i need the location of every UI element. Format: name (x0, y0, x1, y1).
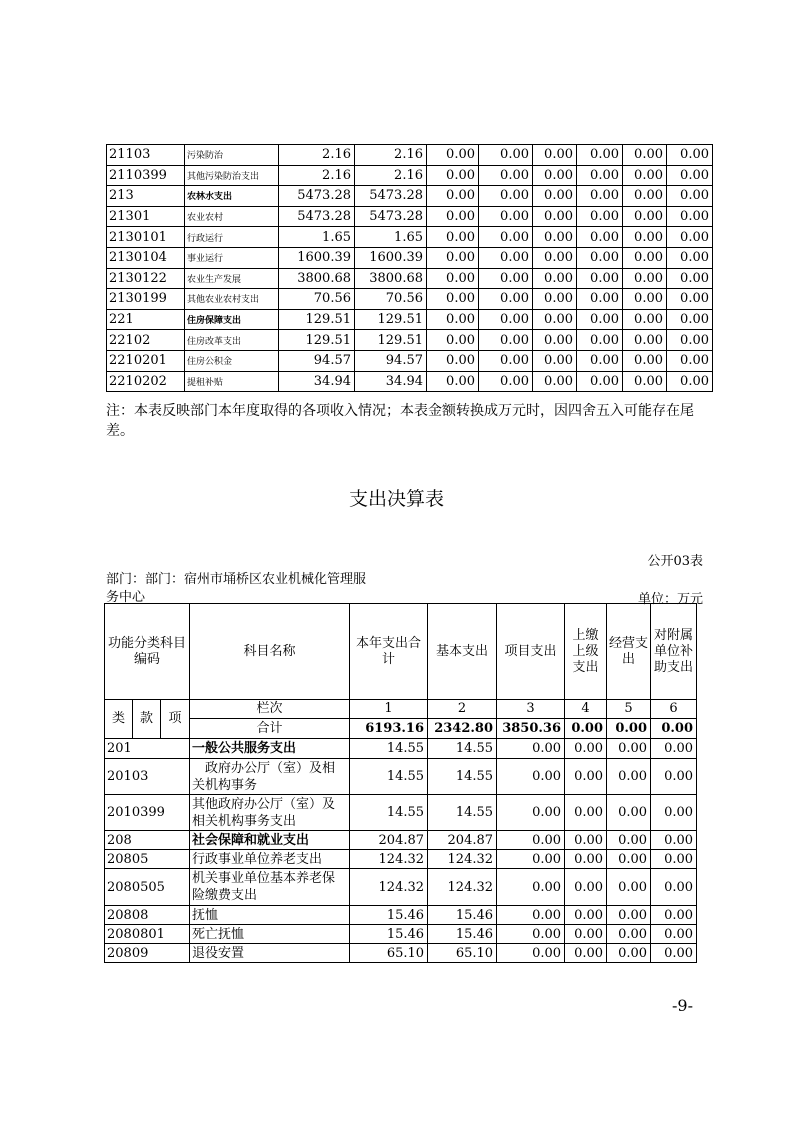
row-value: 0.00 (667, 309, 713, 330)
row-value: 0.00 (497, 850, 565, 869)
table-row (105, 944, 697, 963)
row-value: 0.00 (533, 206, 577, 227)
row-value: 0.00 (667, 227, 713, 248)
col-num: 1 (350, 700, 428, 719)
col-num: 4 (565, 700, 607, 719)
row-value: 124.32 (350, 850, 428, 869)
row-value: 0.00 (533, 330, 577, 351)
row-value: 14.55 (428, 759, 497, 795)
table-row (105, 925, 697, 944)
row-code: 213 (107, 186, 185, 207)
row-value: 1.65 (279, 227, 355, 248)
table-row (107, 206, 713, 227)
row-value: 0.00 (623, 247, 667, 268)
row-value: 0.00 (651, 759, 697, 795)
row-value: 14.55 (428, 795, 497, 831)
row-value: 0.00 (667, 145, 713, 166)
row-code: 2080801 (105, 925, 190, 944)
table-row (107, 371, 713, 392)
row-value: 0.00 (427, 165, 479, 186)
header-subject-name: 科目名称 (190, 604, 350, 700)
row-value: 0.00 (427, 289, 479, 310)
row-value: 0.00 (651, 925, 697, 944)
row-name: 死亡抚恤 (190, 925, 350, 944)
row-name: 行政事业单位养老支出 (190, 850, 350, 869)
department-label: 部门：部门：宿州市埇桥区农业机械化管理服务中心 (106, 572, 367, 605)
row-value: 0.00 (577, 145, 623, 166)
row-name: 住房公积金 (185, 350, 279, 371)
row-value: 0.00 (577, 186, 623, 207)
row-code: 20808 (105, 906, 190, 925)
row-value: 15.46 (428, 906, 497, 925)
row-value: 0.00 (497, 944, 565, 963)
total-value: 0.00 (565, 719, 607, 739)
row-name: 农林水支出 (185, 186, 279, 207)
row-value: 0.00 (565, 925, 607, 944)
row-value: 0.00 (607, 869, 651, 906)
row-name: 政府办公厅（室）及相关机构事务 (190, 759, 350, 795)
row-value: 0.00 (479, 371, 533, 392)
row-code: 2130122 (107, 268, 185, 289)
row-value: 3800.68 (279, 268, 355, 289)
row-code: 2210202 (107, 371, 185, 392)
row-value: 0.00 (667, 186, 713, 207)
row-code: 20809 (105, 944, 190, 963)
row-value: 0.00 (533, 186, 577, 207)
header-code-group: 功能分类科目编码 (105, 604, 190, 700)
row-code: 20103 (105, 759, 190, 795)
table-row (107, 165, 713, 186)
total-label: 合计 (190, 719, 350, 739)
table-row (107, 145, 713, 166)
header-col-project: 项目支出 (497, 604, 565, 700)
row-value: 1600.39 (279, 247, 355, 268)
row-value: 0.00 (479, 350, 533, 371)
row-value: 0.00 (623, 350, 667, 371)
row-value: 0.00 (667, 350, 713, 371)
total-value: 3850.36 (497, 719, 565, 739)
row-value: 0.00 (565, 795, 607, 831)
row-value: 0.00 (577, 247, 623, 268)
row-value: 0.00 (479, 330, 533, 351)
table-row (105, 906, 697, 925)
row-value: 0.00 (479, 289, 533, 310)
row-code: 2210201 (107, 350, 185, 371)
table-row (105, 759, 697, 795)
row-value: 0.00 (577, 330, 623, 351)
row-value: 0.00 (577, 268, 623, 289)
row-value: 5473.28 (355, 206, 427, 227)
row-value: 0.00 (533, 350, 577, 371)
row-value: 129.51 (355, 330, 427, 351)
row-value: 0.00 (651, 795, 697, 831)
table-row (107, 350, 713, 371)
row-value: 0.00 (577, 206, 623, 227)
row-value: 0.00 (623, 165, 667, 186)
row-value: 0.00 (623, 309, 667, 330)
row-value: 2.16 (355, 165, 427, 186)
row-value: 124.32 (350, 869, 428, 906)
row-value: 0.00 (497, 795, 565, 831)
row-code: 201 (105, 739, 190, 759)
row-value: 0.00 (427, 247, 479, 268)
row-value: 0.00 (577, 289, 623, 310)
table-row (105, 850, 697, 869)
row-value: 0.00 (607, 795, 651, 831)
row-value: 124.32 (428, 850, 497, 869)
row-value: 34.94 (279, 371, 355, 392)
row-value: 0.00 (427, 268, 479, 289)
unit-label: 单位：万元 (637, 592, 703, 607)
table-row (107, 268, 713, 289)
row-name: 农业农村 (185, 206, 279, 227)
row-value: 0.00 (497, 869, 565, 906)
row-value: 14.55 (350, 739, 428, 759)
row-value: 0.00 (577, 350, 623, 371)
row-value: 0.00 (651, 739, 697, 759)
row-name: 其他农业农村支出 (185, 289, 279, 310)
page-title: 支出决算表 (348, 488, 444, 510)
total-value: 6193.16 (350, 719, 428, 739)
row-value: 0.00 (427, 371, 479, 392)
col-num: 3 (497, 700, 565, 719)
table-row (107, 186, 713, 207)
row-value: 2.16 (279, 145, 355, 166)
total-value: 0.00 (651, 719, 697, 739)
row-name: 住房改革支出 (185, 330, 279, 351)
table-row (105, 795, 697, 831)
row-name: 住房保障支出 (185, 309, 279, 330)
row-value: 0.00 (427, 350, 479, 371)
row-value: 204.87 (350, 831, 428, 850)
row-value: 0.00 (651, 850, 697, 869)
row-value: 14.55 (428, 739, 497, 759)
row-value: 5473.28 (279, 206, 355, 227)
page-number: -9- (672, 996, 693, 1015)
row-value: 0.00 (497, 739, 565, 759)
row-value: 0.00 (651, 906, 697, 925)
row-name: 机关事业单位基本养老保险缴费支出 (190, 869, 350, 906)
row-value: 94.57 (279, 350, 355, 371)
row-value: 0.00 (533, 145, 577, 166)
row-value: 0.00 (497, 906, 565, 925)
row-value: 0.00 (479, 227, 533, 248)
row-value: 34.94 (355, 371, 427, 392)
row-name: 一般公共服务支出 (190, 739, 350, 759)
table-row (107, 309, 713, 330)
row-value: 70.56 (279, 289, 355, 310)
row-value: 0.00 (565, 759, 607, 795)
row-code: 2080505 (105, 869, 190, 906)
row-value: 0.00 (533, 227, 577, 248)
row-value: 0.00 (427, 309, 479, 330)
row-value: 0.00 (427, 145, 479, 166)
income-table-continued (106, 144, 713, 392)
table-row (107, 330, 713, 351)
row-value: 65.10 (350, 944, 428, 963)
row-value: 0.00 (533, 371, 577, 392)
row-value: 0.00 (479, 165, 533, 186)
row-value: 0.00 (651, 831, 697, 850)
row-value: 5473.28 (355, 186, 427, 207)
row-value: 0.00 (497, 925, 565, 944)
row-name: 退役安置 (190, 944, 350, 963)
row-value: 0.00 (427, 186, 479, 207)
row-value: 0.00 (607, 759, 651, 795)
col-num: 5 (607, 700, 651, 719)
row-name: 事业运行 (185, 247, 279, 268)
row-name: 抚恤 (190, 906, 350, 925)
row-value: 0.00 (565, 906, 607, 925)
row-value: 0.00 (667, 165, 713, 186)
row-value: 0.00 (497, 759, 565, 795)
row-value: 15.46 (350, 925, 428, 944)
row-value: 0.00 (577, 309, 623, 330)
row-value: 0.00 (427, 206, 479, 227)
header-col-basic: 基本支出 (428, 604, 497, 700)
row-value: 0.00 (479, 309, 533, 330)
row-value: 0.00 (623, 289, 667, 310)
row-code: 21301 (107, 206, 185, 227)
total-value: 0.00 (607, 719, 651, 739)
row-value: 0.00 (667, 268, 713, 289)
header-kuan: 款 (133, 700, 161, 739)
row-value: 0.00 (479, 206, 533, 227)
row-value: 204.87 (428, 831, 497, 850)
total-value: 2342.80 (428, 719, 497, 739)
row-value: 0.00 (533, 247, 577, 268)
row-value: 5473.28 (279, 186, 355, 207)
row-code: 208 (105, 831, 190, 850)
header-xiang: 项 (161, 700, 190, 739)
row-value: 0.00 (427, 227, 479, 248)
row-value: 0.00 (667, 206, 713, 227)
row-value: 14.55 (350, 795, 428, 831)
row-value: 0.00 (577, 227, 623, 248)
row-value: 0.00 (623, 145, 667, 166)
row-value: 0.00 (565, 739, 607, 759)
row-value: 124.32 (428, 869, 497, 906)
row-value: 0.00 (533, 309, 577, 330)
table-row (105, 831, 697, 850)
row-code: 2010399 (105, 795, 190, 831)
row-value: 0.00 (623, 186, 667, 207)
row-value: 0.00 (533, 165, 577, 186)
row-value: 0.00 (607, 944, 651, 963)
row-value: 0.00 (623, 330, 667, 351)
row-value: 0.00 (565, 850, 607, 869)
row-value: 0.00 (607, 906, 651, 925)
row-value: 0.00 (479, 247, 533, 268)
row-value: 0.00 (533, 289, 577, 310)
row-value: 0.00 (667, 289, 713, 310)
row-value: 0.00 (565, 869, 607, 906)
row-value: 0.00 (533, 268, 577, 289)
table-row (105, 869, 697, 906)
row-value: 0.00 (565, 831, 607, 850)
row-value: 0.00 (479, 145, 533, 166)
row-value: 0.00 (577, 165, 623, 186)
row-value: 0.00 (607, 739, 651, 759)
col-num: 2 (428, 700, 497, 719)
row-value: 0.00 (651, 869, 697, 906)
row-code: 2130104 (107, 247, 185, 268)
row-value: 129.51 (279, 330, 355, 351)
row-value: 0.00 (607, 831, 651, 850)
row-value: 15.46 (350, 906, 428, 925)
row-value: 3800.68 (355, 268, 427, 289)
row-name: 农业生产发展 (185, 268, 279, 289)
row-value: 0.00 (623, 227, 667, 248)
row-value: 0.00 (667, 371, 713, 392)
table-row (107, 289, 713, 310)
row-value: 0.00 (565, 944, 607, 963)
row-value: 0.00 (623, 268, 667, 289)
row-value: 0.00 (577, 371, 623, 392)
row-code: 221 (107, 309, 185, 330)
row-value: 0.00 (497, 831, 565, 850)
row-value: 0.00 (667, 247, 713, 268)
row-value: 0.00 (479, 186, 533, 207)
row-value: 70.56 (355, 289, 427, 310)
table-note: 注：本表反映部门本年度取得的各项收入情况；本表金额转换成万元时，因四舍五入可能存在尾差。 (106, 403, 694, 439)
expenditure-table (104, 603, 697, 963)
table-row (105, 739, 697, 759)
row-value: 0.00 (623, 371, 667, 392)
row-code: 2110399 (107, 165, 185, 186)
row-value: 0.00 (607, 925, 651, 944)
header-col-upper: 上缴上级支出 (565, 604, 607, 700)
row-value: 129.51 (279, 309, 355, 330)
row-value: 0.00 (623, 206, 667, 227)
row-name: 社会保障和就业支出 (190, 831, 350, 850)
col-num: 6 (651, 700, 697, 719)
row-value: 94.57 (355, 350, 427, 371)
row-value: 65.10 (428, 944, 497, 963)
row-name: 提租补贴 (185, 371, 279, 392)
header-col-total: 本年支出合计 (350, 604, 428, 700)
row-value: 1.65 (355, 227, 427, 248)
row-name: 其他政府办公厅（室）及相关机构事务支出 (190, 795, 350, 831)
row-value: 0.00 (479, 268, 533, 289)
row-name: 污染防治 (185, 145, 279, 166)
row-code: 20805 (105, 850, 190, 869)
table-row (107, 247, 713, 268)
header-col-business: 经营支出 (607, 604, 651, 700)
row-value: 0.00 (651, 944, 697, 963)
row-value: 1600.39 (355, 247, 427, 268)
row-value: 0.00 (427, 330, 479, 351)
row-value: 2.16 (279, 165, 355, 186)
header-lei: 类 (105, 700, 133, 739)
row-value: 0.00 (667, 330, 713, 351)
row-value: 0.00 (607, 850, 651, 869)
row-value: 15.46 (428, 925, 497, 944)
table-row (107, 227, 713, 248)
row-value: 2.16 (355, 145, 427, 166)
row-code: 21103 (107, 145, 185, 166)
row-name: 行政运行 (185, 227, 279, 248)
header-lanci: 栏次 (190, 700, 350, 719)
row-code: 2130199 (107, 289, 185, 310)
row-code: 22102 (107, 330, 185, 351)
row-value: 129.51 (355, 309, 427, 330)
form-number: 公开03表 (647, 554, 703, 569)
row-code: 2130101 (107, 227, 185, 248)
row-value: 14.55 (350, 759, 428, 795)
row-name: 其他污染防治支出 (185, 165, 279, 186)
header-col-subsidy: 对附属单位补助支出 (651, 604, 697, 700)
